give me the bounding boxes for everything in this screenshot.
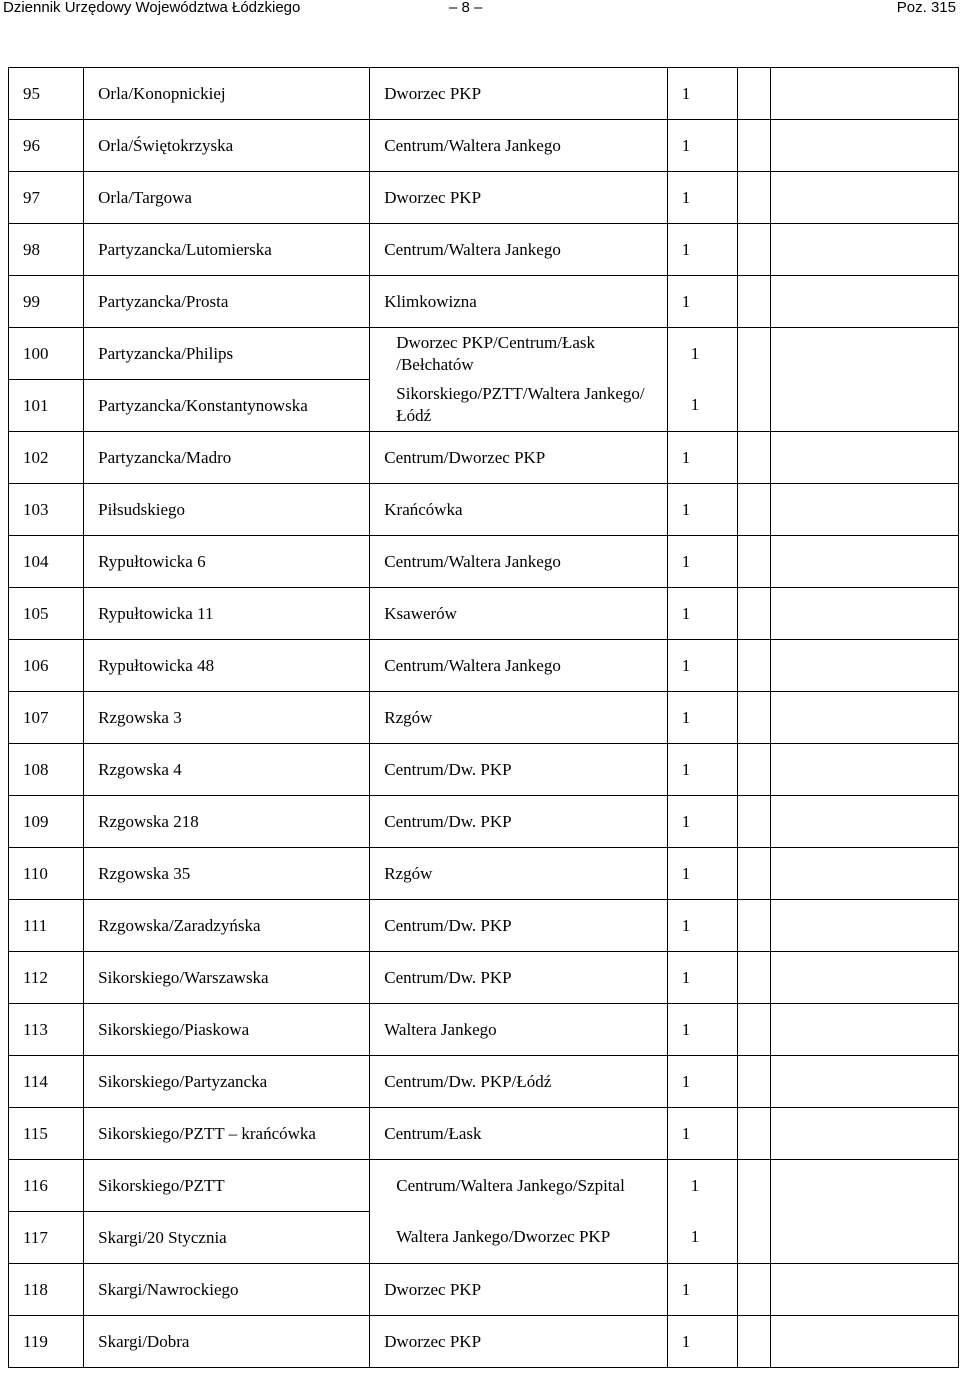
empty-cell (737, 640, 770, 692)
direction-merged (370, 328, 667, 432)
stop-number: 116 (9, 1160, 84, 1212)
table-row (9, 796, 959, 848)
empty-cell (770, 224, 958, 276)
stop-number: 99 (9, 276, 84, 328)
stop-number: 96 (9, 120, 84, 172)
empty-cell (737, 1108, 770, 1160)
empty-cell (770, 1160, 958, 1264)
count: 1 (690, 1176, 700, 1195)
empty-cell (737, 1316, 770, 1368)
empty-cell (737, 588, 770, 640)
direction: Sikorskiego/PZTT/Waltera Jankego/Łódź (396, 384, 645, 425)
count: 1 (667, 588, 737, 640)
stop-number: 106 (9, 640, 84, 692)
empty-cell (770, 1056, 958, 1108)
direction: Centrum/Łask (370, 1108, 667, 1160)
stop-name: Sikorskiego/PZTT – krańcówka (84, 1108, 370, 1160)
count: 1 (667, 484, 737, 536)
empty-cell (737, 120, 770, 172)
empty-cell (770, 1108, 958, 1160)
table-row (9, 224, 959, 276)
direction: Centrum/Waltera Jankego (370, 120, 667, 172)
stop-number: 107 (9, 692, 84, 744)
stop-name: Piłsudskiego (84, 484, 370, 536)
count: 1 (667, 276, 737, 328)
journal-title: Dziennik Urzędowy Województwa Łódzkiego (3, 0, 301, 16)
table-row (9, 1316, 959, 1368)
stop-number: 113 (9, 1004, 84, 1056)
direction: Centrum/Waltera Jankego (370, 640, 667, 692)
count: 1 (667, 692, 737, 744)
stops-table (8, 67, 959, 1368)
direction: Krańcówka (370, 484, 667, 536)
stop-name: Partyzancka/Prosta (84, 276, 370, 328)
direction: Waltera Jankego (370, 1004, 667, 1056)
count: 1 (667, 1004, 737, 1056)
table-row (9, 1108, 959, 1160)
stop-number: 98 (9, 224, 84, 276)
empty-cell (770, 952, 958, 1004)
count: 1 (667, 796, 737, 848)
direction: Centrum/Dw. PKP (370, 900, 667, 952)
count: 1 (667, 1264, 737, 1316)
direction: Centrum/Dw. PKP/Łódź (370, 1056, 667, 1108)
stop-number: 119 (9, 1316, 84, 1368)
count: 1 (667, 120, 737, 172)
count: 1 (667, 1056, 737, 1108)
count: 1 (667, 224, 737, 276)
empty-cell (737, 484, 770, 536)
stop-number: 115 (9, 1108, 84, 1160)
table-row (9, 952, 959, 1004)
count: 1 (690, 344, 700, 363)
count: 1 (667, 68, 737, 120)
table-row (9, 276, 959, 328)
count: 1 (667, 432, 737, 484)
stop-number: 95 (9, 68, 84, 120)
count: 1 (667, 744, 737, 796)
table-row (9, 120, 959, 172)
empty-cell (737, 796, 770, 848)
table-row (9, 484, 959, 536)
direction: Centrum/Waltera Jankego (370, 224, 667, 276)
stop-number: 103 (9, 484, 84, 536)
direction: Rzgów (370, 692, 667, 744)
stop-name: Rzgowska/Zaradzyńska (84, 900, 370, 952)
table-row (9, 432, 959, 484)
table-row (9, 536, 959, 588)
table-row (9, 1264, 959, 1316)
table-row (9, 744, 959, 796)
empty-cell (770, 640, 958, 692)
stop-name: Partyzancka/Madro (84, 432, 370, 484)
empty-cell (737, 432, 770, 484)
table-row (9, 848, 959, 900)
empty-cell (770, 276, 958, 328)
empty-cell (770, 484, 958, 536)
empty-cell (737, 68, 770, 120)
stop-name: Skargi/Dobra (84, 1316, 370, 1368)
empty-cell (737, 224, 770, 276)
empty-cell (770, 744, 958, 796)
stop-name: Orla/Konopnickiej (84, 68, 370, 120)
direction: Dworzec PKP (370, 68, 667, 120)
stop-name: Partyzancka/Konstantynowska (84, 380, 370, 432)
stop-number: 109 (9, 796, 84, 848)
empty-cell (770, 692, 958, 744)
table-row (9, 640, 959, 692)
table-row (9, 1004, 959, 1056)
stop-number: 112 (9, 952, 84, 1004)
count: 1 (667, 1108, 737, 1160)
stop-number: 110 (9, 848, 84, 900)
empty-cell (737, 744, 770, 796)
stop-name: Rypułtowicka 48 (84, 640, 370, 692)
direction: Centrum/Waltera Jankego/Szpital (396, 1176, 625, 1195)
empty-cell (770, 172, 958, 224)
direction: Waltera Jankego/Dworzec PKP (396, 1227, 611, 1246)
count: 1 (667, 1316, 737, 1368)
stop-name: Skargi/Nawrockiego (84, 1264, 370, 1316)
table-row (9, 692, 959, 744)
count: 1 (690, 1227, 700, 1246)
empty-cell (737, 1264, 770, 1316)
direction-merged (370, 1160, 667, 1264)
direction: Centrum/Waltera Jankego (370, 536, 667, 588)
direction: Klimkowizna (370, 276, 667, 328)
empty-cell (770, 848, 958, 900)
count-merged (667, 1160, 737, 1264)
stop-number: 101 (9, 380, 84, 432)
stop-number: 114 (9, 1056, 84, 1108)
count-merged (667, 328, 737, 432)
empty-cell (770, 900, 958, 952)
stop-number: 100 (9, 328, 84, 380)
direction: Dworzec PKP/Centrum/Łask /Bełchatów (396, 333, 596, 374)
stop-name: Rypułtowicka 11 (84, 588, 370, 640)
stops-table-body (9, 68, 959, 1368)
stop-name: Partyzancka/Lutomierska (84, 224, 370, 276)
count: 1 (667, 640, 737, 692)
count: 1 (690, 395, 700, 414)
stop-number: 111 (9, 900, 84, 952)
stop-name: Partyzancka/Philips (84, 328, 370, 380)
empty-cell (770, 588, 958, 640)
position-number: Poz. 315 (896, 0, 956, 16)
direction: Centrum/Dworzec PKP (370, 432, 667, 484)
stop-name: Skargi/20 Stycznia (84, 1212, 370, 1264)
empty-cell (770, 1004, 958, 1056)
direction: Ksawerów (370, 588, 667, 640)
empty-cell (770, 1264, 958, 1316)
table-row (9, 172, 959, 224)
direction: Rzgów (370, 848, 667, 900)
direction: Dworzec PKP (370, 172, 667, 224)
direction: Centrum/Dw. PKP (370, 952, 667, 1004)
direction: Dworzec PKP (370, 1316, 667, 1368)
direction: Centrum/Dw. PKP (370, 744, 667, 796)
stop-name: Sikorskiego/Warszawska (84, 952, 370, 1004)
table-row (9, 328, 959, 380)
empty-cell (737, 848, 770, 900)
empty-cell (770, 432, 958, 484)
empty-cell (737, 536, 770, 588)
stop-number: 97 (9, 172, 84, 224)
count: 1 (667, 900, 737, 952)
stop-number: 102 (9, 432, 84, 484)
count: 1 (667, 952, 737, 1004)
table-row (9, 68, 959, 120)
stop-name: Sikorskiego/PZTT (84, 1160, 370, 1212)
count: 1 (667, 536, 737, 588)
empty-cell (770, 1316, 958, 1368)
count: 1 (667, 848, 737, 900)
stop-name: Orla/Świętokrzyska (84, 120, 370, 172)
direction: Dworzec PKP (370, 1264, 667, 1316)
stop-number: 118 (9, 1264, 84, 1316)
table-row (9, 1160, 959, 1212)
stop-number: 108 (9, 744, 84, 796)
empty-cell (737, 1160, 770, 1264)
stop-name: Rzgowska 3 (84, 692, 370, 744)
empty-cell (770, 120, 958, 172)
empty-cell (770, 536, 958, 588)
empty-cell (737, 952, 770, 1004)
stop-name: Sikorskiego/Piaskowa (84, 1004, 370, 1056)
stop-name: Sikorskiego/Partyzancka (84, 1056, 370, 1108)
empty-cell (737, 1056, 770, 1108)
stop-name: Rzgowska 4 (84, 744, 370, 796)
page-header (0, 0, 960, 22)
stop-name: Rzgowska 218 (84, 796, 370, 848)
stop-name: Rzgowska 35 (84, 848, 370, 900)
page-number: – 8 – (449, 0, 483, 16)
empty-cell (737, 172, 770, 224)
empty-cell (737, 328, 770, 432)
empty-cell (737, 900, 770, 952)
table-row (9, 588, 959, 640)
count: 1 (667, 172, 737, 224)
stop-name: Orla/Targowa (84, 172, 370, 224)
empty-cell (770, 796, 958, 848)
empty-cell (737, 692, 770, 744)
stop-name: Rypułtowicka 6 (84, 536, 370, 588)
table-row (9, 1056, 959, 1108)
empty-cell (770, 328, 958, 432)
stop-number: 104 (9, 536, 84, 588)
direction: Centrum/Dw. PKP (370, 796, 667, 848)
empty-cell (737, 1004, 770, 1056)
stop-number: 117 (9, 1212, 84, 1264)
table-row (9, 900, 959, 952)
empty-cell (770, 68, 958, 120)
stop-number: 105 (9, 588, 84, 640)
empty-cell (737, 276, 770, 328)
